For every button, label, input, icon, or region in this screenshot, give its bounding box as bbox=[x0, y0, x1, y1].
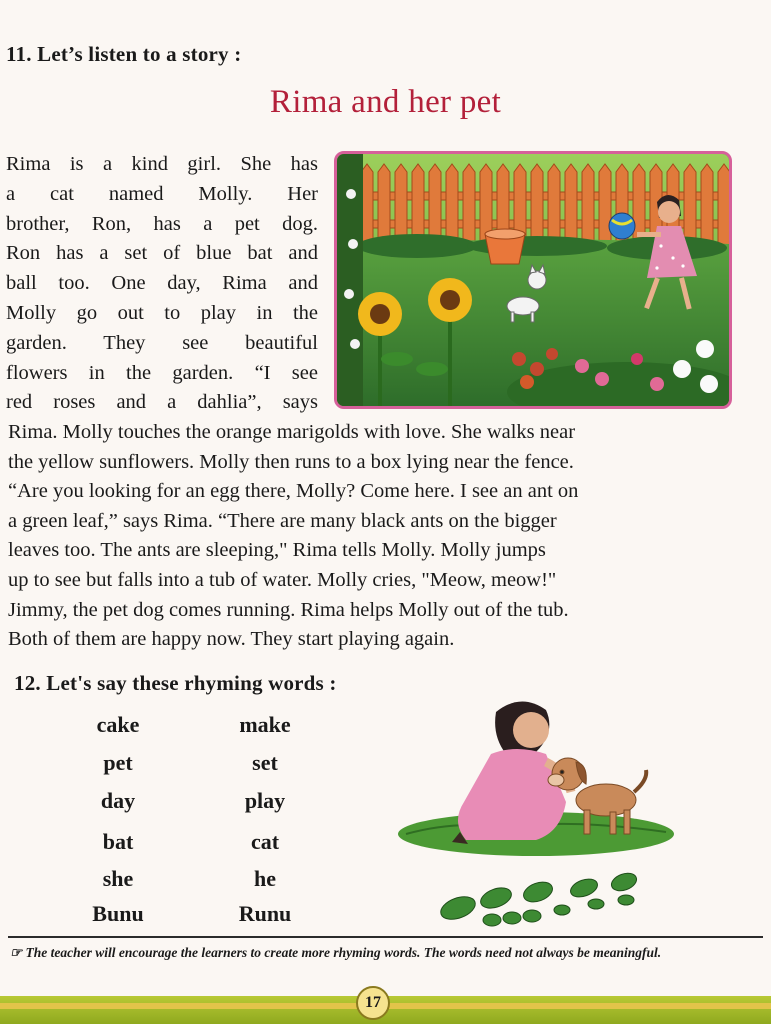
rhyme-word-left: day bbox=[100, 788, 136, 813]
fence-picket bbox=[701, 164, 713, 250]
story-line: Jimmy, the pet dog comes running. Rima helps Molly out of the tub. bbox=[8, 598, 569, 621]
story-line: flowers in the garden. “I see bbox=[6, 361, 318, 384]
story-line: the yellow sunflowers. Molly then runs to a box lying near the fence. bbox=[8, 450, 574, 473]
leaves-with-ants-illustration bbox=[436, 870, 656, 932]
girl-with-dog-illustration bbox=[396, 692, 686, 867]
rhyme-word-right: play bbox=[244, 788, 286, 813]
story-line: ball too. One day, Rima and bbox=[6, 272, 318, 295]
water-tub bbox=[485, 229, 525, 264]
rhyme-word-right: make bbox=[239, 712, 291, 737]
story-line: leaves too. The ants are sleeping," Rima tells Molly. Molly jumps bbox=[8, 539, 546, 562]
story-line: garden. They see beautiful bbox=[6, 331, 318, 354]
leaves-svg bbox=[436, 870, 656, 932]
rhyme-word-left: pet bbox=[103, 750, 133, 775]
rhyme-word-right: Runu bbox=[238, 901, 292, 926]
rhyme-word-left: bat bbox=[102, 829, 134, 854]
teacher-note-text: The teacher will encourage the learners to create more rhyming words. The words need not always be meaningful. bbox=[25, 945, 662, 960]
rhyme-word-right: he bbox=[254, 866, 276, 891]
rhyme-word-left: she bbox=[102, 866, 134, 891]
story-line: Both of them are happy now. They start playing again. bbox=[8, 628, 455, 651]
story-line: a green leaf,” says Rima. “There are many black ants on the bigger bbox=[8, 509, 557, 532]
ball bbox=[609, 213, 635, 239]
story-text-full bbox=[8, 418, 726, 655]
rhyme-word-right: cat bbox=[250, 829, 280, 854]
page-number: 17 bbox=[356, 986, 390, 1020]
fence-picket bbox=[599, 164, 611, 250]
story-title: Rima and her pet bbox=[269, 84, 502, 120]
story-line: Rima. Molly touches the orange marigolds with love. She walks near bbox=[8, 421, 576, 443]
pointing-hand-icon: ☞ bbox=[10, 945, 26, 960]
garden-illustration bbox=[334, 151, 732, 409]
fence-picket bbox=[582, 164, 594, 250]
garden-scene-svg bbox=[337, 154, 729, 406]
girl-dog-svg bbox=[396, 692, 686, 867]
note-divider bbox=[8, 936, 763, 938]
section-12-heading: 12. Let's say these rhyming words : bbox=[14, 671, 337, 695]
story-line: Rima is a kind girl. She has bbox=[6, 153, 318, 175]
story-line: Ron has a set of blue bat and bbox=[6, 242, 318, 265]
fence-picket bbox=[718, 164, 729, 250]
story-line: “Are you looking for an egg there, Molly? Come here. I see an ant on bbox=[8, 480, 579, 503]
section-11-heading: 11. Let’s listen to a story : bbox=[6, 42, 242, 66]
fence-picket bbox=[463, 164, 475, 250]
story-line: brother, Ron, has a pet dog. bbox=[6, 212, 318, 235]
story-line: up to see but falls into a tub of water. Molly cries, "Meow, meow!" bbox=[8, 568, 557, 591]
story-text-column bbox=[6, 150, 318, 418]
rhyme-word-left: cake bbox=[96, 712, 140, 737]
story-line: red roses and a dahlia”, says bbox=[6, 391, 318, 414]
story-line: a cat named Molly. Her bbox=[6, 182, 318, 205]
teacher-note bbox=[10, 943, 725, 963]
story-line: Molly go out to play in the bbox=[6, 301, 318, 324]
rhyme-word-left: Bunu bbox=[92, 901, 144, 926]
rhyme-word-right: set bbox=[252, 750, 278, 775]
